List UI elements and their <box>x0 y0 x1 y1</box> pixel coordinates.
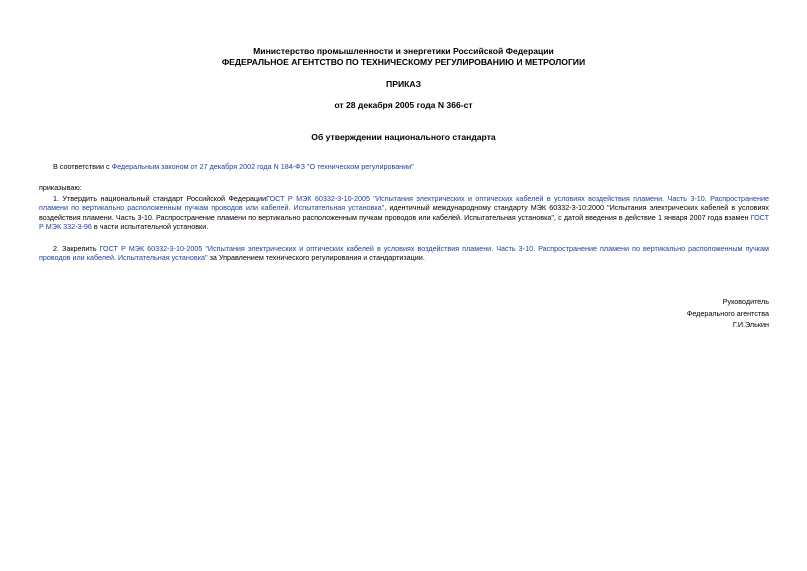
item-1-suffix: в части испытательной установки. <box>91 221 209 231</box>
ministry-title: Министерство промышленности и энергетики Российской Федерации <box>253 46 554 56</box>
signature-name: Г.И.Элькин <box>732 320 769 329</box>
signature-agency: Федерального агентства <box>686 308 769 318</box>
gost-60332-link-2[interactable]: ГОСТ Р МЭК 60332-3-10-2005 "Испытания электрических и оптических кабелей в условиях воздействия пламени. Часть 3-10. Распространение пламени по вертикально расположенным пучкам проводов или кабелей. Испытательная установка" <box>39 244 769 263</box>
gost-60332-link[interactable]: ГОСТ Р МЭК 60332-3-10-2005 "Испытания электрических и оптических кабелей в условиях воздействия пламени. Часть 3-10. Распространение пламени по вертикально расположенным пучкам проводов или кабелей. Испытательная установка" <box>39 194 769 213</box>
agency-title: ФЕДЕРАЛЬНОЕ АГЕНТСТВО ПО ТЕХНИЧЕСКОМУ РЕГУЛИРОВАНИЮ И МЕТРОЛОГИИ <box>221 57 586 67</box>
item-1-middle: , идентичный международному стандарту МЭК 60332-3-10:2000 "Испытания электрических кабелей в условиях воздействия пламени. Часть 3-10. Распространение пламени по вертикально расположенным пучкам проводов или кабелей. Испытательная установка", с датой введения в действие 1 января 2007 года взамен <box>39 203 770 222</box>
item-2-prefix: 2. Закрепить <box>53 244 100 253</box>
signature-block <box>687 296 769 331</box>
item-1-prefix: 1. Утвердить национальный стандарт Российской Федерации <box>53 194 267 203</box>
order-word: приказываю: <box>39 183 82 192</box>
document-date-number: от 28 декабря 2005 года N 366-ст <box>334 100 473 110</box>
federal-law-link[interactable]: Федеральным законом от 27 декабря 2002 года N 184-ФЗ "О техническом регулировании" <box>111 162 414 171</box>
item-1-paragraph <box>39 194 769 231</box>
gost-332-link[interactable]: ГОСТ Р МЭК 332-3-96 <box>39 212 769 231</box>
signature-role: Руководитель <box>722 297 769 306</box>
document-subject: Об утверждении национального стандарта <box>311 132 496 142</box>
document-type: ПРИКАЗ <box>386 79 421 89</box>
item-2-paragraph <box>39 244 769 263</box>
preamble-prefix: В соответствии с <box>53 162 112 171</box>
preamble-paragraph <box>39 162 769 171</box>
item-2-suffix: за Управлением технического регулирования и стандартизации. <box>207 253 425 263</box>
